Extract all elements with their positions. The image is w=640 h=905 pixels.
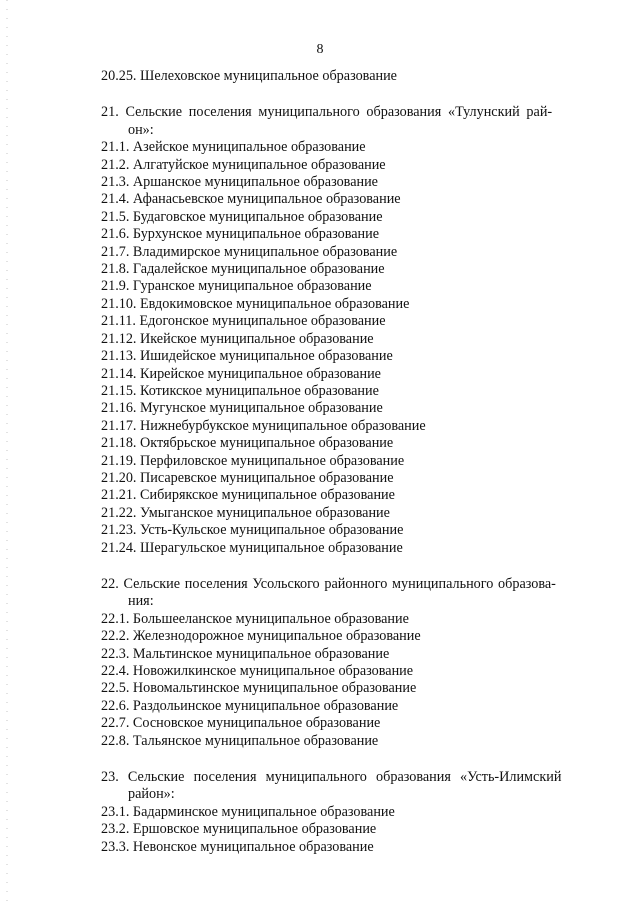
section-21-heading-line2: он»:: [128, 121, 154, 138]
section-22-list: [101, 611, 589, 750]
section-21-heading: [101, 104, 589, 139]
scan-margin-marks: [6, 0, 8, 905]
list-item: 21.8. Гадалейское муниципальное образование: [101, 261, 385, 278]
list-item: 21.17. Нижнебурбукское муниципальное образование: [101, 417, 426, 434]
spacer: [101, 557, 589, 576]
list-item: 23.2. Ершовское муниципальное образование: [101, 821, 377, 838]
list-item: 23.1. Бадарминское муниципальное образование: [101, 803, 395, 820]
page-number: 8: [316, 42, 324, 57]
list-item: 21.22. Умыганское муниципальное образование: [101, 504, 390, 521]
section-22-heading-line1: 22. Сельские поселения Усольского районного муниципального образова-: [101, 575, 556, 592]
list-item: 21.3. Аршанское муниципальное образование: [101, 174, 378, 191]
list-item: 21.9. Гуранское муниципальное образование: [101, 278, 372, 295]
list-item: 22.7. Сосновское муниципальное образование: [101, 715, 381, 732]
list-item: 21.19. Перфиловское муниципальное образование: [101, 452, 405, 469]
list-item: 21.4. Афанасьевское муниципальное образование: [101, 191, 401, 208]
list-item: 21.18. Октябрьское муниципальное образование: [101, 435, 394, 452]
list-item: 21.6. Бурхунское муниципальное образование: [101, 226, 380, 243]
section-23-heading-line1: 23. Сельские поселения муниципального образования «Усть-Илимский: [101, 769, 562, 786]
list-item: 22.3. Мальтинское муниципальное образование: [101, 645, 390, 662]
list-item: 22.4. Новожилкинское муниципальное образование: [101, 663, 414, 679]
list-item: 21.2. Алгатуйское муниципальное образование: [101, 156, 386, 173]
document-body: [101, 68, 589, 856]
list-item: 21.10. Евдокимовское муниципальное образование: [101, 295, 410, 312]
spacer: [101, 750, 589, 769]
list-item: 21.13. Ишидейское муниципальное образование: [101, 348, 393, 365]
list-item: 22.1. Большееланское муниципальное образование: [101, 610, 409, 627]
list-item: 21.1. Азейское муниципальное образование: [101, 139, 366, 156]
list-item: 21.21. Сибирякское муниципальное образование: [101, 487, 395, 504]
list-item: 21.23. Усть-Кульское муниципальное образование: [101, 522, 404, 539]
list-item: 21.12. Икейское муниципальное образование: [101, 330, 374, 347]
section-22-heading-line2: ния:: [128, 593, 154, 610]
list-item: 22.6. Раздольинское муниципальное образование: [101, 697, 399, 714]
section-22-heading: [101, 576, 589, 611]
list-item: 23.3. Невонское муниципальное образование: [101, 838, 374, 855]
list-item: 21.16. Мугунское муниципальное образование: [101, 400, 383, 417]
list-item: 22.8. Тальянское муниципальное образование: [101, 732, 379, 749]
list-item-20-25: 20.25. Шелеховское муниципальное образование: [101, 68, 397, 84]
spacer: [101, 85, 589, 104]
section-21-heading-line1: 21. Сельские поселения муниципального образования «Тулунский рай-: [101, 104, 553, 121]
list-item: 21.15. Котикское муниципальное образование: [101, 382, 379, 399]
list-item: 22.5. Новомальтинское муниципальное образование: [101, 680, 417, 697]
section-23-heading: [101, 769, 589, 804]
list-item: 21.14. Кирейское муниципальное образование: [101, 365, 381, 382]
list-item: 22.2. Железнодорожное муниципальное образование: [101, 628, 421, 645]
list-item: 21.5. Будаговское муниципальное образование: [101, 208, 383, 225]
list-item: 21.20. Писаревское муниципальное образование: [101, 469, 394, 486]
list-item: 21.7. Владимирское муниципальное образование: [101, 243, 398, 260]
list-item: 21.24. Шерагульское муниципальное образование: [101, 539, 403, 556]
section-21-list: [101, 139, 589, 557]
list-item: 21.11. Едогонское муниципальное образование: [101, 313, 386, 330]
section-23-heading-line2: район»:: [128, 786, 175, 803]
section-23-list: [101, 804, 589, 856]
